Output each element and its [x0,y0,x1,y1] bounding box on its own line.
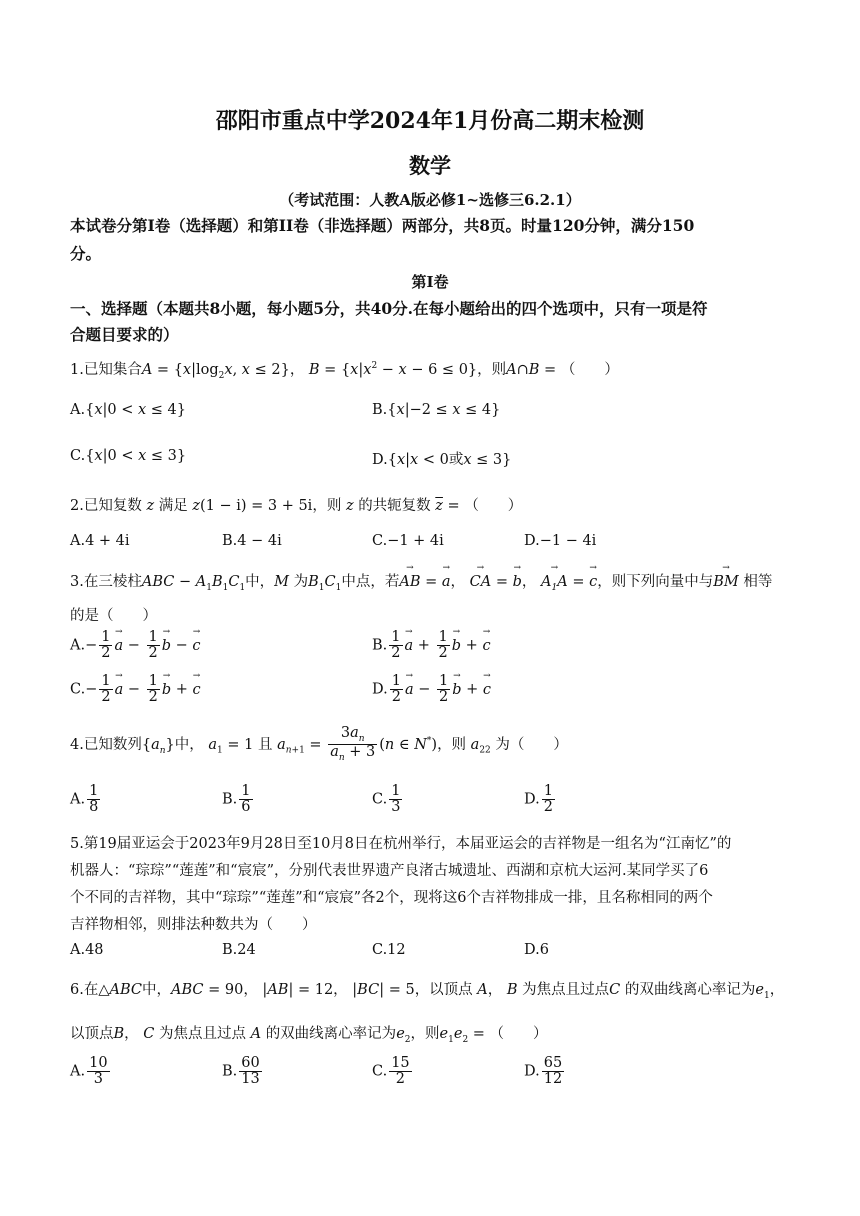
question-2-option-b[interactable]: B.4 − 4i [222,533,282,549]
question-2-option-a[interactable]: A.4 + 4i [70,533,130,549]
question-1-option-b[interactable]: B.{x|−2 ≤ x ≤ 4} [372,402,501,418]
question-1-stem: 1.已知集合$A = \{x|\log_2x$, x ≤ 2}， $B = \{x|x^2 - x - 6 \le 0\}$，则A∩B = （ ） [70,361,619,381]
subject-title: 数学 [409,153,451,178]
question-6-option-a[interactable]: A. $\frac{10}{3}$ [70,1055,108,1088]
question-3-stem-line-2: 的是（ ） [70,608,157,624]
question-3-option-d[interactable]: D. $\frac{1}{2}$ → a − $\frac{1}{2}$ → b + → c [372,674,491,705]
question-3-option-a[interactable]: A.− $\frac{1}{2}$ → a − $\frac{1}{2}$ → b − → c [70,630,201,661]
question-2-option-c[interactable]: C.−1 + 4i [372,533,444,549]
question-6-option-b[interactable]: B. $\frac{60}{13}$ [222,1055,260,1088]
question-1-option-a[interactable]: A.{x|0 < x ≤ 4} [70,402,187,418]
question-4-option-b[interactable]: B. $\frac{1}{6}$ [222,783,251,816]
question-1-option-c[interactable]: C.{x|0 < x ≤ 3} [70,448,187,464]
question-5-line-4: 吉祥物相邻，则排法种数共为（ ） [70,917,317,933]
question-4-stem: 4.已知数列$\{a_n\}$中， $a_1 = 1$ 且 $a_{n+1}$ = $\frac{3a_n}{a_n + 3}$ (n ∈ N*)，则 $a_{22}$ 为（ ） [70,725,568,764]
exam-title: 邵阳市重点中学2024年1月份高二期末检测 [215,108,645,134]
question-4-option-d[interactable]: D. $\frac{1}{2}$ [524,783,553,816]
section-line-2: 合题目要求的） [70,325,179,344]
question-4-option-c[interactable]: C. $\frac{1}{3}$ [372,783,401,816]
question-3-stem: 3.在三棱柱ABC − $A_1B_1C_1$中，M 为$B_1C_1$中点，若→ AB = → a， → CA = → b， → $A_1A$ = → c，则下列向量中与→ BM 相等 [70,570,772,593]
question-5-line-1: 5.第19届亚运会于2023年9月28日至10月8日在杭州举行，本届亚运会的吉祥物是一组名为“江南忆”的 [70,836,732,852]
exam-scope: （考试范围：人教A版必修1~选修三6.2.1） [279,191,581,209]
question-4-option-a[interactable]: A. $\frac{1}{8}$ [70,783,99,816]
question-2-stem: 2.已知复数 z 满足 z(1 − i) = 3 + 5i，则 z 的共轭复数 $\overline{z}$ = （ ） [70,498,523,514]
question-2-option-d[interactable]: D.−1 − 4i [524,533,597,549]
question-5-option-c[interactable]: C.12 [372,942,406,958]
question-3-option-b[interactable]: B. $\frac{1}{2}$ → a + $\frac{1}{2}$ → b + → c [372,630,491,661]
part-title: 第I卷 [411,273,449,291]
question-5-option-d[interactable]: D.6 [524,942,549,958]
question-1-option-d[interactable]: D.{x|x < 0或x ≤ 3} [372,452,512,468]
question-6-option-c[interactable]: C. $\frac{15}{2}$ [372,1055,410,1088]
question-5-option-b[interactable]: B.24 [222,942,256,958]
section-line-1: 一、选择题（本题共8小题，每小题5分，共40分.在每小题给出的四个选项中，只有一项是符 [70,299,708,318]
question-6-stem: 6.在△ABC中，ABC = 90， |AB| = 12， |BC| = 5，以顶点 A， B 为焦点且过点C 的双曲线离心率记为$e_1$， [70,982,785,1001]
question-5-line-3: 个不同的吉祥物，其中“琮琮”“莲莲”和“宸宸”各2个，现将这6个吉祥物排成一排，且名称相同的两个 [70,890,713,906]
intro-line-2: 分。 [70,244,102,263]
question-6-stem-line-2: 以顶点B， C 为焦点且过点 A 的双曲线离心率记为$e_2$，则$e_1e_2$ = （ ） [70,1026,548,1045]
question-5-option-a[interactable]: A.48 [70,942,104,958]
question-3-option-c[interactable]: C.− $\frac{1}{2}$ → a − $\frac{1}{2}$ → b + → c [70,674,201,705]
question-5-line-2: 机器人：“琮琮”“莲莲”和“宸宸”，分别代表世界遗产良渚古城遗址、西湖和京杭大运河.某同学买了6 [70,863,709,879]
intro-line-1: 本试卷分第I卷（选择题）和第II卷（非选择题）两部分，共8页。时量120分钟，满分150 [70,216,695,235]
question-6-option-d[interactable]: D. $\frac{65}{12}$ [524,1055,563,1088]
